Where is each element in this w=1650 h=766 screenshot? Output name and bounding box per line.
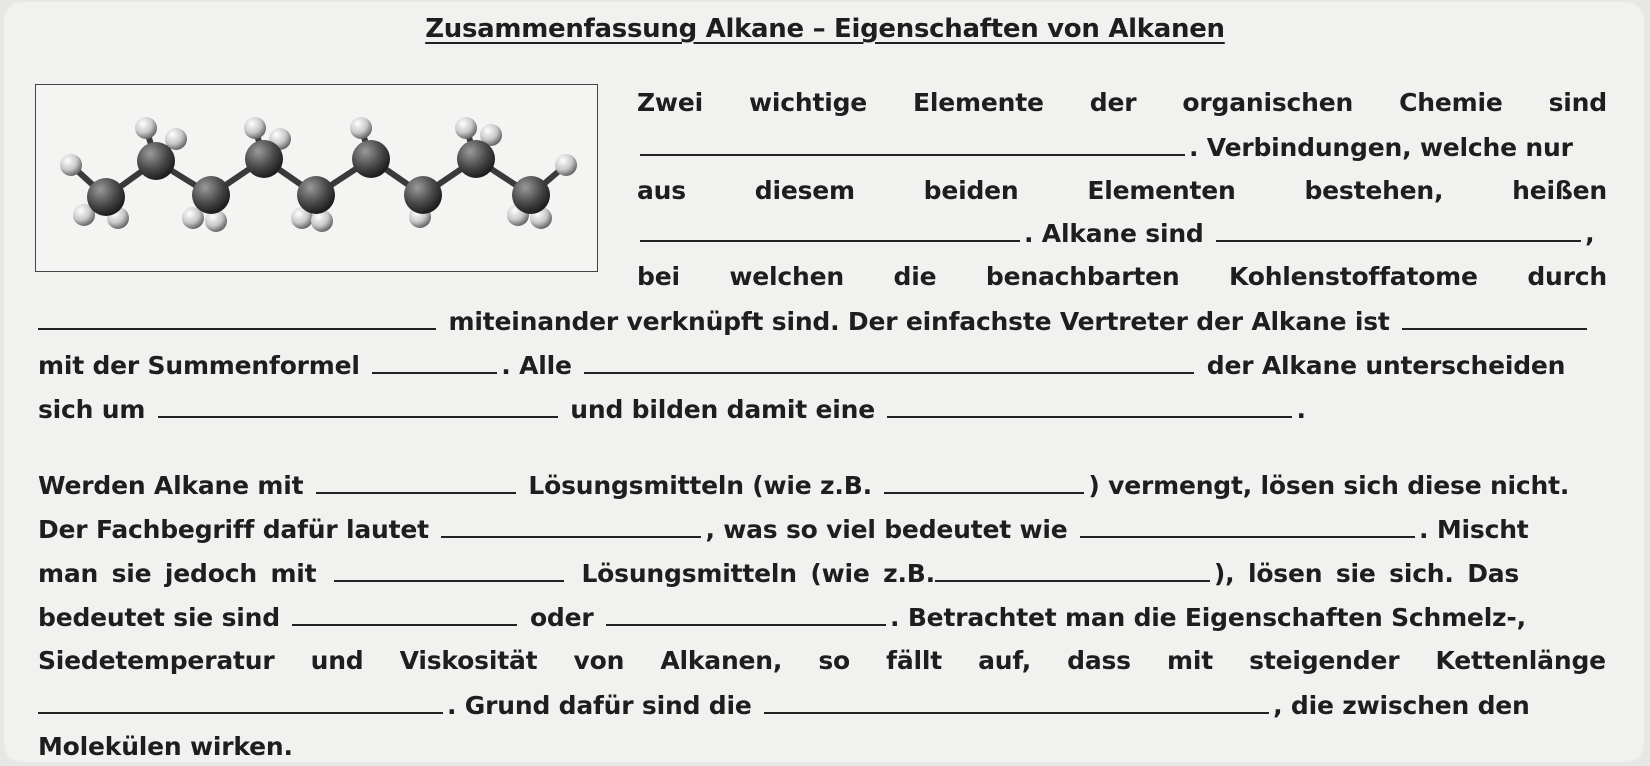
text-segment: . Alle xyxy=(501,351,572,380)
text-line-7 xyxy=(38,350,1565,380)
text-line-11 xyxy=(38,558,1519,588)
blank-field[interactable] xyxy=(935,558,1210,582)
blank-field[interactable] xyxy=(158,394,558,418)
blank-field[interactable] xyxy=(1402,306,1587,330)
word: so xyxy=(818,646,850,675)
word: heißen xyxy=(1512,176,1607,205)
word: aus xyxy=(637,176,686,205)
word: dass xyxy=(1067,646,1131,675)
blank-field[interactable] xyxy=(38,306,436,330)
text-segment: , die zwischen den xyxy=(1273,691,1530,720)
word: benachbarten xyxy=(985,262,1180,291)
alkane-molecule-image xyxy=(35,84,598,272)
text-line-3 xyxy=(637,176,1607,205)
text-line-13 xyxy=(38,646,1606,675)
text-segment: und bilden damit eine xyxy=(570,395,875,424)
blank-field[interactable] xyxy=(887,394,1292,418)
word: steigender xyxy=(1249,646,1400,675)
word: Elemente xyxy=(913,88,1044,117)
word: Alkanen, xyxy=(660,646,783,675)
text-segment: , xyxy=(1585,219,1595,248)
text-line-5 xyxy=(637,262,1607,291)
word: von xyxy=(573,646,625,675)
blank-field[interactable] xyxy=(640,132,1185,156)
word: Chemie xyxy=(1399,88,1503,117)
text-line-9 xyxy=(38,470,1569,500)
text-segment: ) vermengt, lösen sich diese nicht. xyxy=(1088,471,1570,500)
text-line-14 xyxy=(38,690,1530,720)
word: bei xyxy=(637,262,680,291)
word: organischen xyxy=(1182,88,1354,117)
blank-field[interactable] xyxy=(640,218,1020,242)
text-segment: miteinander verknüpft sind. Der einfachste Vertreter der Alkane ist xyxy=(448,307,1390,336)
blank-field[interactable] xyxy=(764,690,1269,714)
blank-field[interactable] xyxy=(372,350,497,374)
blank-field[interactable] xyxy=(1216,218,1581,242)
text-segment: ), lösen sie sich. Das xyxy=(1213,559,1520,588)
text-segment: . Alkane sind xyxy=(1024,219,1204,248)
word: Elementen xyxy=(1087,176,1236,205)
text-line-2 xyxy=(640,132,1573,162)
text-segment: Lösungsmitteln (wie z.B. xyxy=(528,471,872,500)
word: der xyxy=(1089,88,1137,117)
word: welchen xyxy=(729,262,844,291)
word: beiden xyxy=(923,176,1019,205)
text-line-12 xyxy=(38,602,1526,632)
text-segment: . xyxy=(1296,395,1306,424)
word: Kohlenstoffatome xyxy=(1228,262,1478,291)
text-segment: mit der Summenformel xyxy=(38,351,360,380)
text-line-15 xyxy=(38,732,293,761)
text-segment: der Alkane unterscheiden xyxy=(1206,351,1566,380)
text-segment: . Grund dafür sind die xyxy=(447,691,752,720)
blank-field[interactable] xyxy=(292,602,517,626)
word: wichtige xyxy=(748,88,868,117)
word: Viskosität xyxy=(399,646,538,675)
text-segment: . Betrachtet man die Eigenschaften Schmelz-, xyxy=(890,603,1526,632)
text-segment: man sie jedoch mit xyxy=(38,559,317,588)
word: und xyxy=(310,646,364,675)
word: fällt xyxy=(886,646,942,675)
blank-field[interactable] xyxy=(1080,514,1415,538)
text-segment: . Mischt xyxy=(1419,515,1529,544)
blank-field[interactable] xyxy=(441,514,701,538)
word: bestehen, xyxy=(1304,176,1444,205)
word: die xyxy=(893,262,937,291)
word: durch xyxy=(1527,262,1607,291)
word: auf, xyxy=(978,646,1031,675)
text-segment: sich um xyxy=(38,395,146,424)
word: Zwei xyxy=(637,88,703,117)
text-segment: oder xyxy=(529,603,594,632)
word: sind xyxy=(1548,88,1607,117)
blank-field[interactable] xyxy=(606,602,886,626)
blank-field[interactable] xyxy=(38,690,443,714)
text-line-10 xyxy=(38,514,1529,544)
blank-field[interactable] xyxy=(316,470,516,494)
text-segment: Werden Alkane mit xyxy=(38,471,304,500)
text-segment: Der Fachbegriff dafür lautet xyxy=(38,515,429,544)
blank-field[interactable] xyxy=(584,350,1194,374)
worksheet-title: Zusammenfassung Alkane – Eigenschaften von Alkanen xyxy=(425,14,1225,44)
text-line-4 xyxy=(640,218,1594,248)
text-line-1 xyxy=(637,88,1607,117)
text-segment: . Verbindungen, welche nur xyxy=(1189,133,1573,162)
text-segment: , was so viel bedeutet wie xyxy=(705,515,1068,544)
blank-field[interactable] xyxy=(884,470,1084,494)
word: mit xyxy=(1167,646,1213,675)
text-segment: Molekülen wirken. xyxy=(38,732,293,761)
word: Siedetemperatur xyxy=(38,646,275,675)
text-segment: Lösungsmitteln (wie z.B. xyxy=(581,559,935,588)
word: diesem xyxy=(754,176,855,205)
word: Kettenlänge xyxy=(1435,646,1606,675)
text-line-6 xyxy=(38,306,1591,336)
text-line-8 xyxy=(38,394,1306,424)
text-segment: bedeutet sie sind xyxy=(38,603,280,632)
blank-field[interactable] xyxy=(334,558,564,582)
